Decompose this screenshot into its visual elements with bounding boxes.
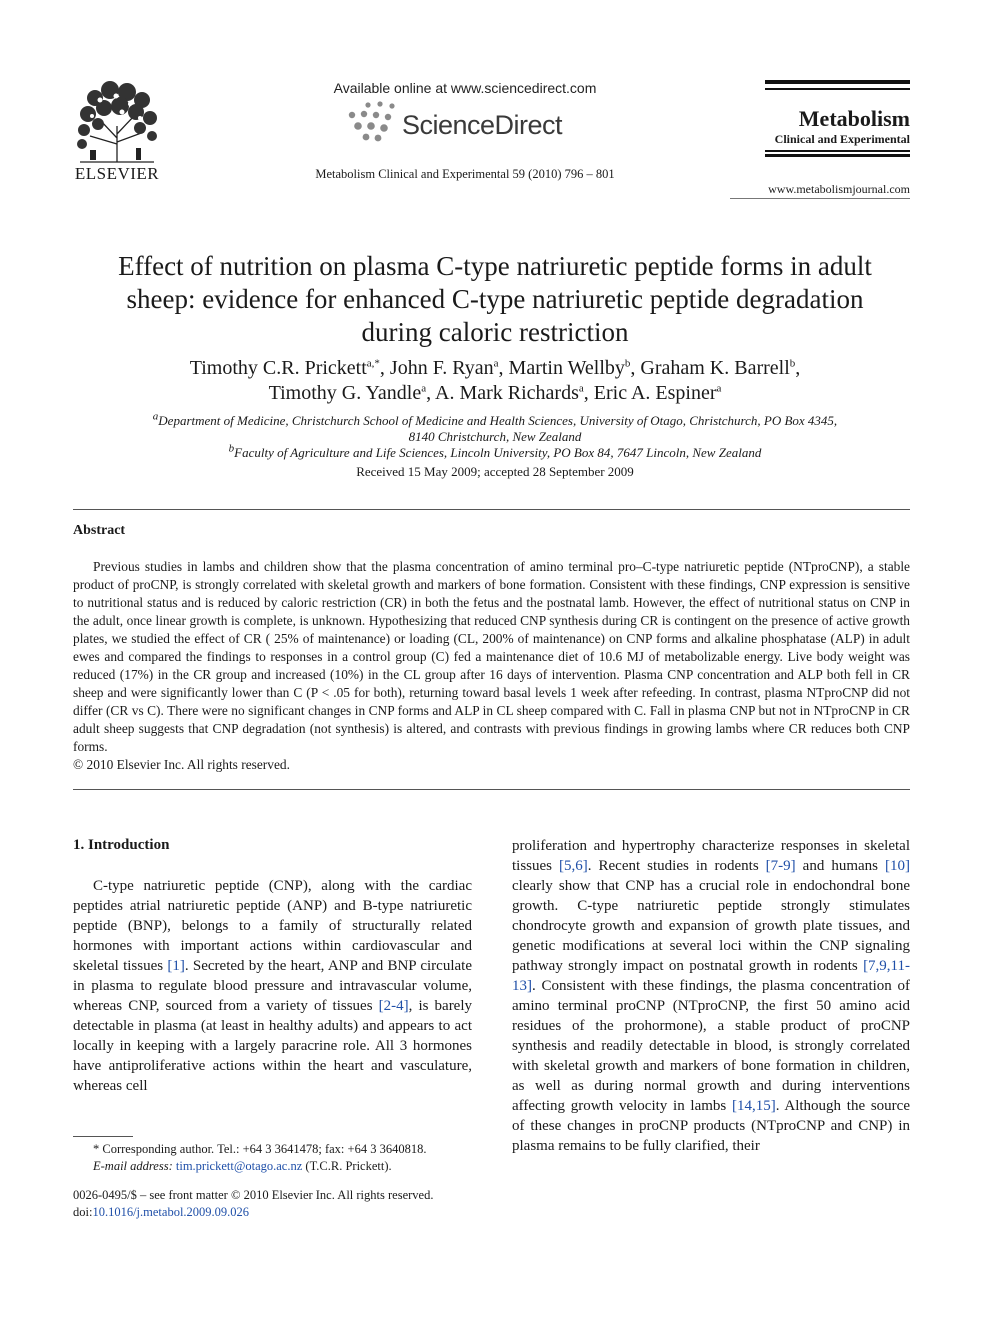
abstract-text: Previous studies in lambs and children show that the plasma concentration of amino terminal pro–C-type natriuretic peptide (NTproCNP), a stable product of proCNP, is strongly correlated with skeletal growth and markers of bone formation. Consistent with these findings, CNP expression is sensitive to nutritional status and is reduced by caloric restriction (CR) in both the fetus and the postnatal lamb. However, the effect of nutritional status on CNP in the adult, once linear growth is complete, is unknown. Hypothesizing that reduced CNP synthesis during CR is contingent on the presence of active growth plates, we studied the effect of CR ( 25% of maintenance) or loading (CL, 200% of maintenance) on CNP forms and alkaline phosphatase (ALP) in adult ewes and compared the findings to responses in a control group (C) fed a maintenance diet of 10.6 MJ of metabolizable energy. Live body weight was reduced (17%) in the CR group and increased (10%) in the CL group after 16 days of intervention. Plasma CNP concentration and ALP both fell in CR sheep and were significantly lower than C (P < .05 for both), returning toward basal levels 1 week after refeeding. In contrast, plasma NTproCNP did not differ (CR vs C). There were no significant changes in CNP forms and ALP in CL sheep compared with C. Fall in plasma CNP but not in NTproCNP in CR adult sheep suggests that CNP degradation (not synthesis) is altered, and contrasts with previous findings in growing lambs where CR reduces both CNP forms. [73,559,910,754]
body-text: . Recent studies in rodents [587,858,766,874]
affiliation-mark: a [152,410,159,423]
body-column-right [512,836,910,1156]
author-name[interactable]: John F. Ryan [389,357,494,379]
body-text: proliferation and hypertrophy characterize responses in skeletal tissues [512,838,910,874]
author-list-line-2 [80,381,910,405]
author-name[interactable]: Eric A. Espiner [593,382,717,404]
author-separator: , [498,357,509,379]
section-heading-introduction: 1. Introduction [73,837,170,853]
reference-link[interactable]: [7-9] [765,858,796,874]
elsevier-tree-logo [70,78,164,164]
author-separator: , [795,357,801,379]
affiliation-b [80,442,910,461]
abstract-copyright: © 2010 Elsevier Inc. All rights reserved. [73,757,290,772]
corresponding-author-footnote: * Corresponding author. Tel.: +64 3 3641478; fax: +64 3 3640818. [93,1142,427,1156]
sciencedirect-dots-icon [344,100,404,142]
author-affiliation-mark: a [421,382,427,395]
received-dates: Received 15 May 2009; accepted 28 September 2009 [356,464,634,479]
author-list-line-1 [80,356,910,380]
header-divider [730,198,910,199]
journal-logo-rule [765,154,910,157]
doi-label: doi: [73,1205,93,1219]
author-separator: , [379,357,390,379]
reference-link[interactable]: [7,9,11-13] [512,958,910,994]
author-separator: , [426,382,436,404]
body-text: . Consistent with these findings, the plasma concentration of amino terminal proCNP (NTproCNP, the first 50 amino acid residues of the prohormone), a stable product of proCNP synthesis and readily detectable in blood, is strongly correlated with skeletal growth and markers of bone formation in children, as well as during normal growth and during interventions affecting growth velocity in lambs [512,978,910,1114]
article-title: Effect of nutrition on plasma C-type natriuretic peptide forms in adult sheep: evidence for enhanced C-type natriuretic peptide degradation during caloric restriction [118,251,872,347]
intro-paragraph-1-continued [512,836,910,1156]
author-name[interactable]: A. Mark Richards [435,382,579,404]
doi-line [73,1204,493,1221]
body-text: and humans [795,858,885,874]
journal-url-link[interactable]: www.metabolismjournal.com [768,182,910,196]
email-suffix: (T.C.R. Prickett). [302,1159,392,1173]
author-separator: , [630,357,641,379]
author-affiliation-mark: a [716,382,722,395]
journal-name: Metabolism [798,106,910,131]
body-text: . Although the source of these changes in proCNP products (NTproCNP and CNP) in plasma remains to be fully clarified, their [512,1098,910,1154]
front-matter-line: 0026-0495/$ – see front matter © 2010 Elsevier Inc. All rights reserved. [73,1188,434,1202]
journal-logo-rule [765,150,910,152]
body-text: clearly show that CNP has a crucial role in endochondral bone growth. C-type natriuretic peptide strongly stimulates chondrocyte growth and expansion of growth plate tissues, and genetic modifications at several loci within the CNP signaling pathway strongly impact on postnatal growth in rodents [512,878,910,974]
affiliation-mark: b [228,442,235,455]
available-online-text[interactable]: Available online at www.sciencedirect.com [333,80,597,96]
doi-link[interactable]: 10.1016/j.metabol.2009.09.026 [92,1205,250,1219]
journal-logo-rule [765,88,910,90]
affiliation-a [80,410,910,429]
abstract-bottom-rule [73,789,910,790]
footnote-rule [73,1136,133,1137]
author-name[interactable]: Graham K. Barrell [640,357,790,379]
body-text: . Secreted by the heart, ANP and BNP circulate in plasma to regulate blood pressure and intravascular volume, whereas CNP, sourced from a variety of tissues [73,958,472,1014]
abstract-body [73,558,910,774]
affiliation-a-text: Department of Medicine, Christchurch School of Medicine and Health Sciences, University of Otago, Christchurch, PO Box 4345, [158,413,838,428]
abstract-top-rule [73,509,910,510]
author-affiliation-mark: b [624,357,631,370]
reference-link[interactable]: [1] [167,958,185,974]
journal-subtitle: Clinical and Experimental [774,132,910,146]
author-name[interactable]: Martin Wellby [508,357,625,379]
body-text: C-type natriuretic peptide (CNP), along with the cardiac peptides atrial natriuretic peptide (ANP) and B-type natriuretic peptide (BNP), belongs to a family of structurally related hormones with important actions within cardiovascular and skeletal tissues [73,878,472,974]
author-affiliation-mark: b [789,357,796,370]
journal-logo-rule [765,80,910,84]
author-name[interactable]: Timothy G. Yandle [268,382,422,404]
email-footnote [93,1158,493,1175]
email-link[interactable]: tim.prickett@otago.ac.nz [175,1159,303,1173]
abstract-heading: Abstract [73,523,126,538]
author-separator: , [583,382,594,404]
reference-link[interactable]: [5,6] [559,858,588,874]
reference-link[interactable]: [14,15] [731,1098,776,1114]
author-name[interactable]: Timothy C.R. Prickett [189,357,367,379]
author-affiliation-mark: a [578,382,584,395]
journal-citation: Metabolism Clinical and Experimental 59 (2010) 796 – 801 [315,167,615,181]
body-column-left [73,876,472,1096]
affiliation-b-text: Faculty of Agriculture and Life Sciences, Lincoln University, PO Box 84, 7647 Lincoln, New Zealand [234,445,762,460]
author-affiliation-mark: a [493,357,499,370]
email-label: E-mail address: [93,1159,173,1173]
intro-paragraph-1 [73,876,472,1096]
elsevier-wordmark: ELSEVIER [74,164,160,183]
sciencedirect-wordmark: ScienceDirect [402,110,563,140]
reference-link[interactable]: [10] [885,858,910,874]
body-text: , is barely detectable in plasma (at least in healthy adults) and appears to act locally in keeping with a largely paracrine role. All 3 hormones have antiproliferative actions within the heart and vasculature, whereas cell [73,998,473,1094]
affiliation-a-continued: 8140 Christchurch, New Zealand [408,429,582,444]
author-affiliation-mark: a,* [366,357,380,370]
reference-link[interactable]: [2-4] [378,998,409,1014]
